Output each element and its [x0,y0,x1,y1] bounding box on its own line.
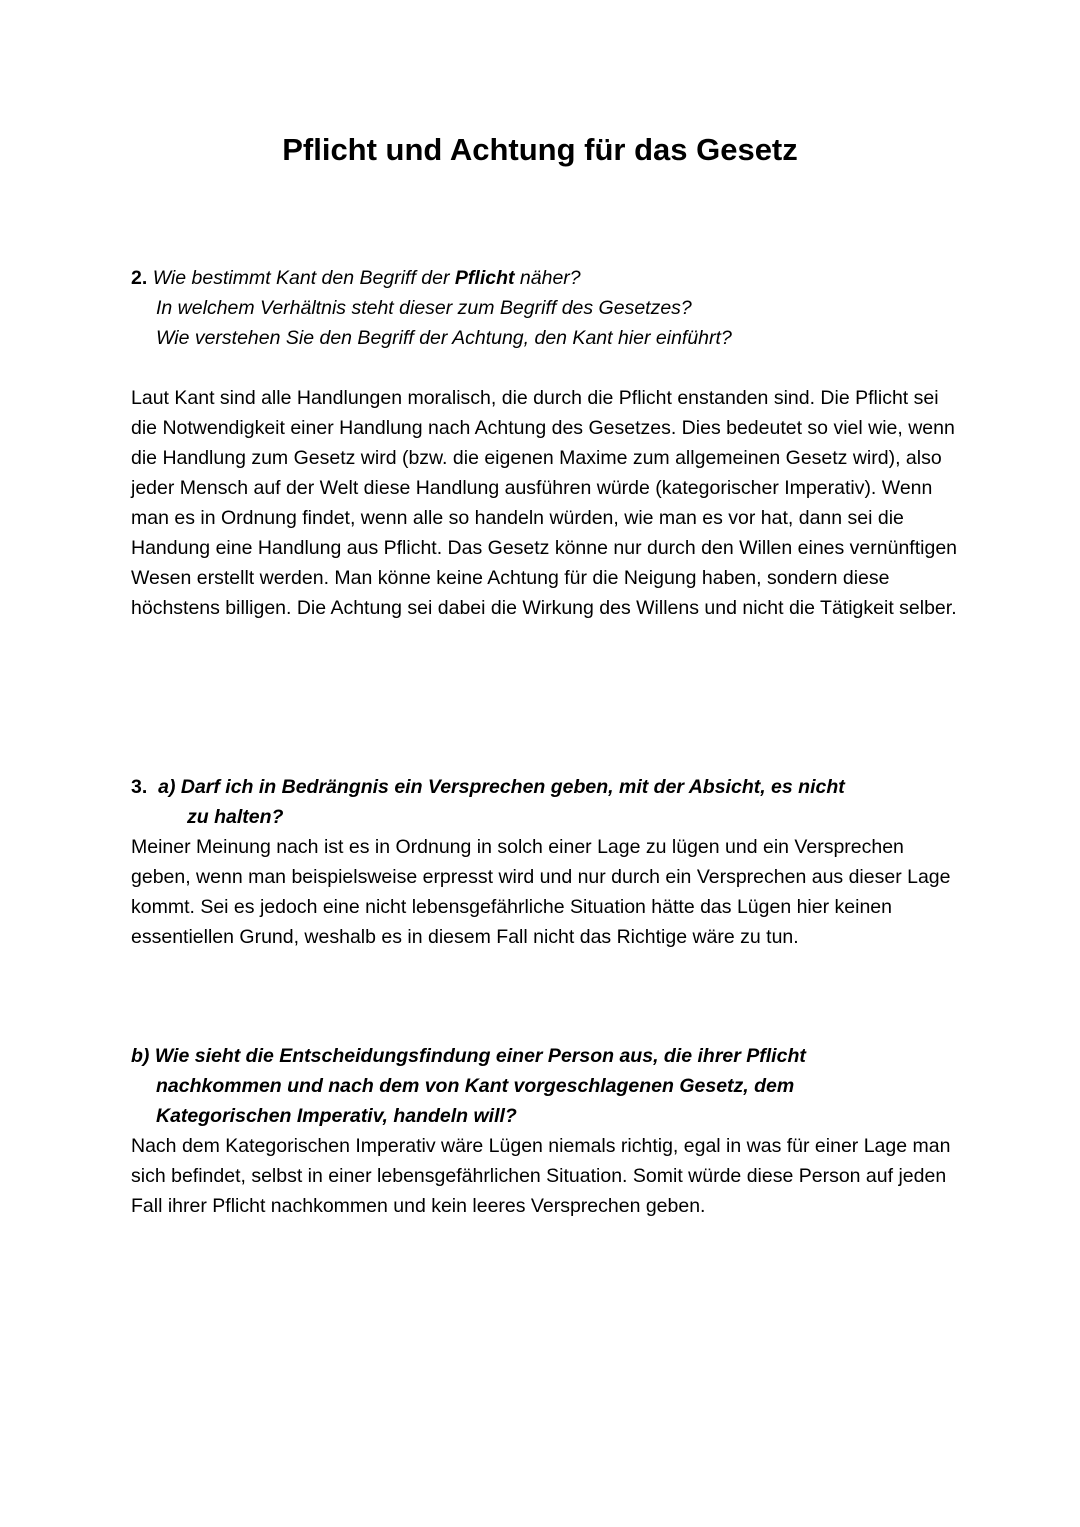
question-2-keyword: Pflicht [454,267,515,289]
answer-2: Laut Kant sind alle Handlungen moralisch, die durch die Pflicht enstanden sind. Die Pflicht sei die Notwendigkeit einer Handlung nach Achtung des Gesetzes. Dies bedeutet so viel wie, wenn die Handlung zum Gesetz wird (bzw. die eigenen Maxime zum allgemeinen Gesetz wird), also jeder Mensch auf der Welt diese Handlung ausführen würde (kategorischer Imperativ). Wenn man es in Ordnung findet, wenn alle so handeln würden, wie man es vor hat, dann sei die Handung eine Handlung aus Pflicht. Das Gesetz könne nur durch den Willen eines vernünftigen Wesen erstellt werden. Man könne keine Achtung für die Neigung haben, sondern diese höchstens billigen. Die Achtung sei dabei die Wirkung des Willens und nicht die Tätigkeit selber. [131,387,958,619]
question-3-number: 3. [131,776,148,798]
answer-3b: Nach dem Kategorischen Imperativ wäre Lügen niemals richtig, egal in was für einer Lage man sich befindet, selbst in einer lebensgefährlichen Situation. Somit würde diese Person auf jeden Fall ihrer Pflicht nachkommen und kein leeres Versprechen geben. [131,1135,951,1217]
question-3a-line-1 [131,772,961,802]
question-2-line-1 [131,263,961,293]
question-3a-line-2: zu halten? [187,806,284,828]
question-3b-line-1: b) Wie sieht die Entscheidungsfindung einer Person aus, die ihrer Pflicht [131,1045,806,1067]
question-3a-text: a) Darf ich in Bedrängnis ein Versprechen geben, mit der Absicht, es nicht [158,776,845,798]
question-3b-line-3: Kategorischen Imperativ, handeln will? [156,1105,517,1127]
question-3b-line-2: nachkommen und nach dem von Kant vorgeschlagenen Gesetz, dem [156,1075,795,1097]
question-3b [131,1041,961,1131]
question-2-text-before: Wie bestimmt Kant den Begriff der [152,267,450,289]
question-2-line-3: Wie verstehen Sie den Begriff der Achtung, den Kant hier einführt? [156,327,732,349]
question-2-text-after: näher? [519,267,581,289]
question-2-line-2: In welchem Verhältnis steht dieser zum Begriff des Gesetzes? [156,297,692,319]
question-2 [131,263,961,353]
answer-3a: Meiner Meinung nach ist es in Ordnung in solch einer Lage zu lügen und ein Versprechen geben, wenn man beispielsweise erpresst wird und nur durch ein Versprechen aus dieser Lage kommt. Sei es jedoch eine nicht lebensgefährliche Situation hätte das Lügen hier keinen essentiellen Grund, weshalb es in diesem Fall nicht das Richtige wäre zu tun. [131,836,951,948]
question-3a [131,772,961,832]
question-2-number: 2. [131,267,148,289]
document-title: Pflicht und Achtung für das Gesetz [282,132,798,167]
